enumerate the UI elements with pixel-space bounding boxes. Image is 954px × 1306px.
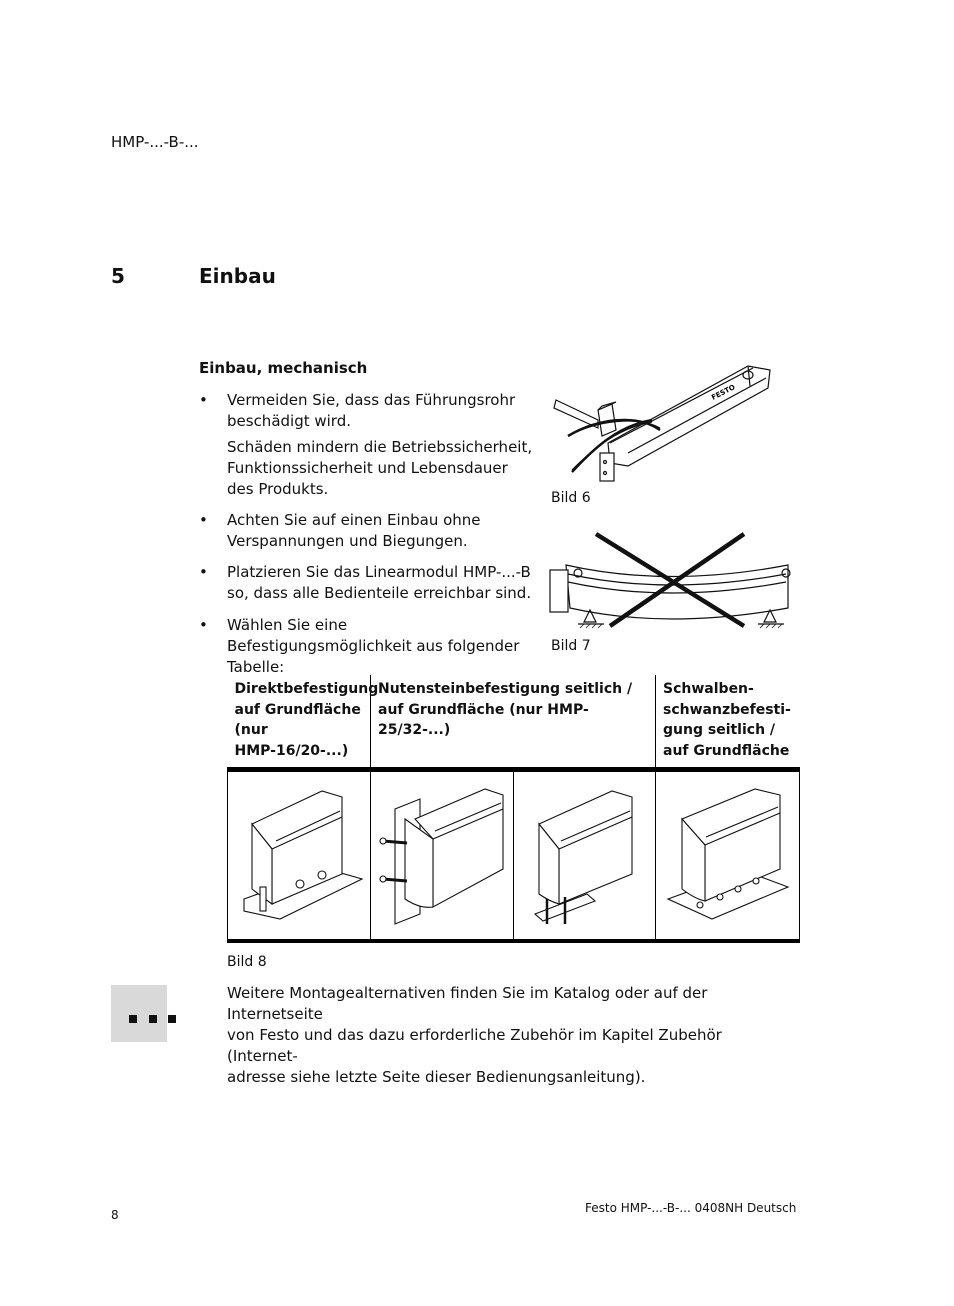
- figure-8-caption: Bild 8: [227, 954, 267, 970]
- bullet-text: Wählen Sie eine Befestigungsmöglichkeit aus folgender Tabelle:: [227, 616, 520, 676]
- page-number: 8: [111, 1208, 119, 1222]
- slot-nut-base-illustration: [517, 779, 652, 929]
- table-cell-slot-nut-base-image: [514, 770, 656, 942]
- bullet-extra-text: Schäden mindern die Betriebssicherheit, Funktionssicherheit und Lebensdauer des Produkts.: [227, 438, 533, 498]
- table-image-row: [228, 770, 800, 942]
- table-header-dovetail: Schwalben- schwanzbefesti- gung seitlich / auf Grundfläche: [656, 675, 800, 770]
- direct-mount-illustration: [232, 779, 367, 929]
- mounting-options-table: [227, 675, 800, 943]
- table-header-row: [228, 675, 800, 770]
- table-header-slot-nut: Nutensteinbefestigung seitlich / auf Grundfläche (nur HMP-25/32-...): [371, 675, 656, 770]
- bullet-marker: •: [199, 391, 208, 409]
- table-cell-direct-image: [228, 770, 371, 942]
- dovetail-illustration: [660, 779, 795, 929]
- figure-7-bending-illustration: [548, 530, 793, 632]
- footer-doc-info: Festo HMP-...-B-... 0408NH Deutsch: [585, 1201, 797, 1215]
- note-text: Weitere Montagealternativen finden Sie im Katalog oder auf der Internetseite von Festo und das dazu erforderliche Zubehör im Kapitel Zubehör (Internet- adresse siehe letzte Seite dieser Bedienungsanleitung).: [227, 984, 722, 1086]
- table-cell-slot-nut-side-image: [371, 770, 514, 942]
- bullet-marker: •: [199, 511, 208, 529]
- slot-nut-side-illustration: [375, 779, 510, 929]
- figure-7-caption: Bild 7: [551, 638, 591, 654]
- running-header: HMP-...-B-...: [111, 133, 199, 151]
- section-title: Einbau: [199, 264, 276, 288]
- figure-6-caption: Bild 6: [551, 490, 591, 506]
- bullet-text: Vermeiden Sie, dass das Führungsrohr beschädigt wird.: [227, 391, 516, 430]
- bullet-text: Achten Sie auf einen Einbau ohne Verspannungen und Biegungen.: [227, 511, 481, 550]
- figure-6-brand-label: FESTO: [710, 383, 737, 402]
- bullet-text: Platzieren Sie das Linearmodul HMP-...-B so, dass alle Bedienteile erreichbar sind.: [227, 563, 532, 602]
- figure-6-hammer-illustration: [548, 358, 778, 483]
- bullet-marker: •: [199, 616, 208, 634]
- subsection-title: Einbau, mechanisch: [199, 359, 368, 377]
- table-header-direct: Direktbefestigung auf Grundfläche (nur HMP-16/20-...): [228, 675, 371, 770]
- bullet-marker: •: [199, 563, 208, 581]
- note-dots-icon: [111, 985, 167, 1042]
- section-number: 5: [111, 264, 125, 288]
- table-cell-dovetail-image: [656, 770, 800, 942]
